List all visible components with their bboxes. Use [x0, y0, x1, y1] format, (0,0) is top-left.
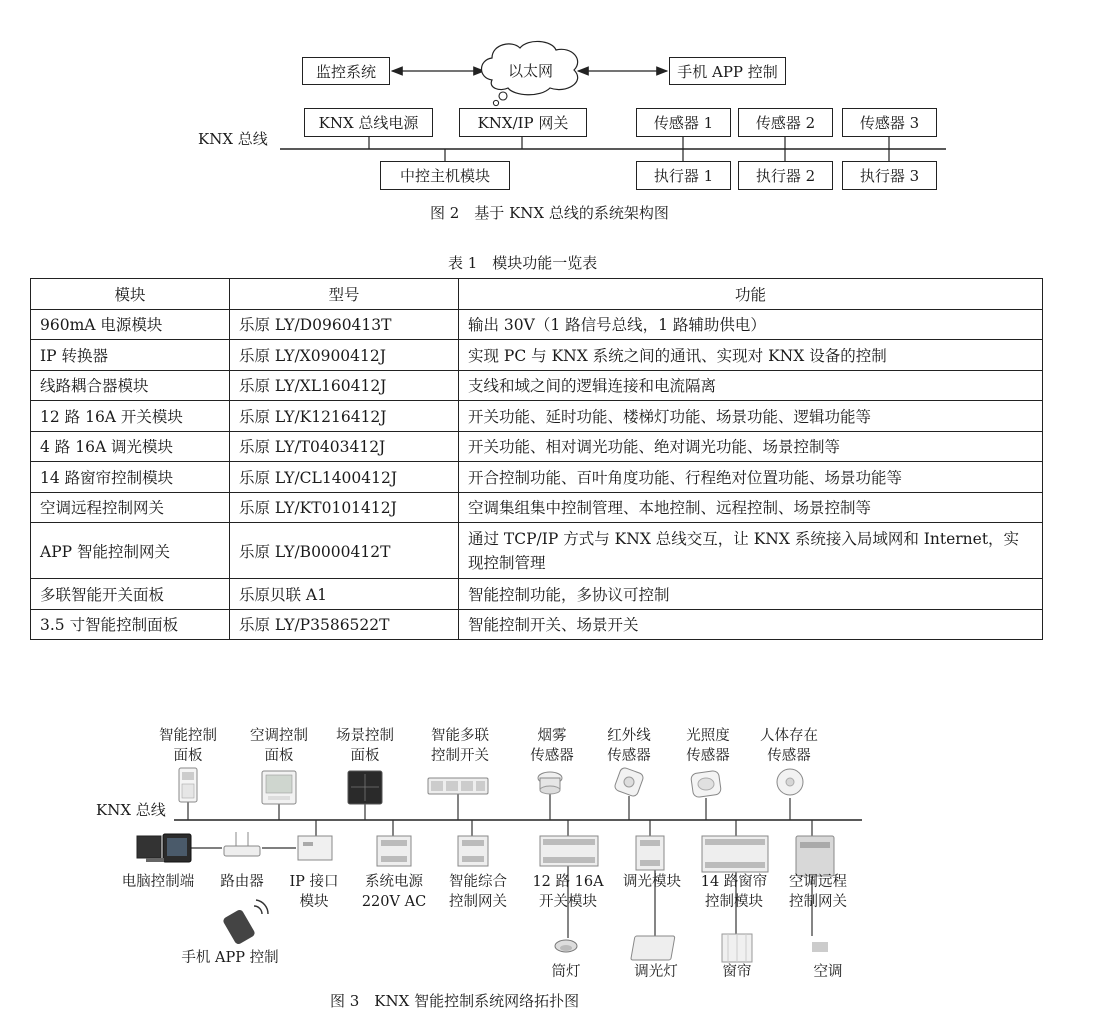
header-module: 模块: [31, 279, 230, 310]
cell-function: 支线和域之间的逻辑连接和电流隔离: [459, 370, 1043, 401]
presence-sensor-icon: [777, 769, 803, 795]
figure-2-caption: 图 2 基于 KNX 总线的系统架构图: [430, 204, 669, 222]
ac-panel-icon: [262, 771, 296, 804]
ethernet-label: 以太网: [508, 62, 554, 80]
cell-function: 开合控制功能、百叶角度功能、行程绝对位置功能、场景功能等: [459, 462, 1043, 493]
cell-module: IP 转换器: [31, 340, 230, 371]
scene-panel-icon: [348, 771, 382, 804]
power-module-icon: [377, 836, 411, 866]
infrared-sensor-icon: [614, 767, 645, 798]
label-ip-module: IP 接口 模块: [289, 874, 339, 910]
cell-function: 输出 30V（1 路信号总线，1 路辅助供电）: [459, 309, 1043, 340]
monitor-system-box: 监控系统: [302, 57, 390, 85]
smart-panel-icon: [179, 768, 197, 802]
label-dim-light: 调光灯: [634, 964, 678, 980]
downlight-icon: [555, 940, 577, 952]
cell-function: 通过 TCP/IP 方式与 KNX 总线交互，让 KNX 系统接入局域网和 Internet，实现控制管理: [459, 523, 1043, 579]
ip-module-icon: [298, 836, 332, 860]
cell-function: 空调集组集中控制管理、本地控制、远程控制、场景控制等: [459, 492, 1043, 523]
cell-module: 线路耦合器模块: [31, 370, 230, 401]
label-curtain: 窗帘: [722, 964, 752, 980]
actuator-2-box: 执行器 2: [738, 161, 833, 190]
central-host-box: 中控主机模块: [380, 161, 510, 190]
label-smart-panel: 智能控制 面板: [159, 728, 217, 764]
label-scene-panel: 场景控制 面板: [336, 728, 394, 764]
cell-model: 乐原贝联 A1: [230, 579, 459, 610]
cell-module: 多联智能开关面板: [31, 579, 230, 610]
cell-model: 乐原 LY/T0403412J: [230, 431, 459, 462]
pc-icon: [137, 834, 191, 862]
header-model: 型号: [230, 279, 459, 310]
cell-model: 乐原 LY/K1216412J: [230, 401, 459, 432]
cell-model: 乐原 LY/B0000412T: [230, 523, 459, 579]
knx-power-box: KNX 总线电源: [304, 108, 433, 137]
cell-model: 乐原 LY/CL1400412J: [230, 462, 459, 493]
knx-bus-label: KNX 总线: [198, 130, 268, 148]
cell-module: APP 智能控制网关: [31, 523, 230, 579]
cell-function: 智能控制功能，多协议可控制: [459, 579, 1043, 610]
label-presence-sensor: 人体存在 传感器: [760, 728, 818, 764]
label-pc: 电脑控制端: [121, 874, 195, 890]
cell-function: 实现 PC 与 KNX 系统之间的通讯、实现对 KNX 设备的控制: [459, 340, 1043, 371]
cell-model: 乐原 LY/P3586522T: [230, 609, 459, 640]
light-sensor-icon: [690, 770, 721, 798]
label-dimmer: 调光模块: [623, 874, 681, 890]
label-power: 系统电源 220V AC: [361, 874, 427, 910]
multi-switch-icon: [428, 778, 488, 794]
phone-app-box: 手机 APP 控制: [669, 57, 786, 85]
cell-model: 乐原 LY/XL160412J: [230, 370, 459, 401]
label-curtain-module: 14 路窗帘 控制模块: [700, 874, 768, 910]
ac-gateway-icon: [796, 836, 834, 876]
cell-module: 3.5 寸智能控制面板: [31, 609, 230, 640]
dimmer-module-icon: [636, 836, 664, 870]
sensor-2-box: 传感器 2: [738, 108, 833, 137]
knx-ip-gateway-box: KNX/IP 网关: [459, 108, 587, 137]
smoke-sensor-icon: [538, 772, 562, 794]
header-function: 功能: [459, 279, 1043, 310]
cell-model: 乐原 LY/D0960413T: [230, 309, 459, 340]
cell-module: 960mA 电源模块: [31, 309, 230, 340]
router-icon: [224, 832, 260, 856]
cell-function: 开关功能、相对调光功能、绝对调光功能、场景控制等: [459, 431, 1043, 462]
phone-icon: [222, 900, 268, 945]
label-gateway: 智能综合 控制网关: [449, 874, 507, 910]
sensor-1-box: 传感器 1: [636, 108, 731, 137]
cell-model: 乐原 LY/X0900412J: [230, 340, 459, 371]
actuator-1-box: 执行器 1: [636, 161, 731, 190]
label-phone-app: 手机 APP 控制: [181, 950, 279, 966]
label-ac-panel: 空调控制 面板: [250, 728, 308, 764]
label-router: 路由器: [220, 874, 264, 890]
figure-3-caption: 图 3 KNX 智能控制系统网络拓扑图: [330, 992, 580, 1010]
table-1-caption: 表 1 模块功能一览表: [448, 254, 598, 272]
label-light-sensor: 光照度 传感器: [686, 728, 730, 764]
cell-module: 空调远程控制网关: [31, 492, 230, 523]
label-switch-module: 12 路 16A 开关模块: [532, 874, 604, 910]
cell-module: 14 路窗帘控制模块: [31, 462, 230, 493]
label-ac-gateway: 空调远程 控制网关: [789, 874, 847, 910]
cell-model: 乐原 LY/KT0101412J: [230, 492, 459, 523]
label-ac: 空调: [813, 964, 843, 980]
cell-module: 4 路 16A 调光模块: [31, 431, 230, 462]
label-infrared-sensor: 红外线 传感器: [607, 728, 651, 764]
curtain-icon: [722, 934, 752, 962]
cell-module: 12 路 16A 开关模块: [31, 401, 230, 432]
label-downlight: 筒灯: [551, 964, 581, 980]
sensor-3-box: 传感器 3: [842, 108, 937, 137]
cell-function: 开关功能、延时功能、楼梯灯功能、场景功能、逻辑功能等: [459, 401, 1043, 432]
knx-bus-label-fig3: KNX 总线: [96, 801, 166, 819]
label-multi-switch: 智能多联 控制开关: [431, 728, 489, 764]
actuator-3-box: 执行器 3: [842, 161, 937, 190]
switch-module-icon: [540, 836, 598, 866]
curtain-module-icon: [702, 836, 768, 872]
label-smoke-sensor: 烟雾 传感器: [530, 728, 574, 764]
gateway-icon: [458, 836, 488, 866]
cell-function: 智能控制开关、场景开关: [459, 609, 1043, 640]
